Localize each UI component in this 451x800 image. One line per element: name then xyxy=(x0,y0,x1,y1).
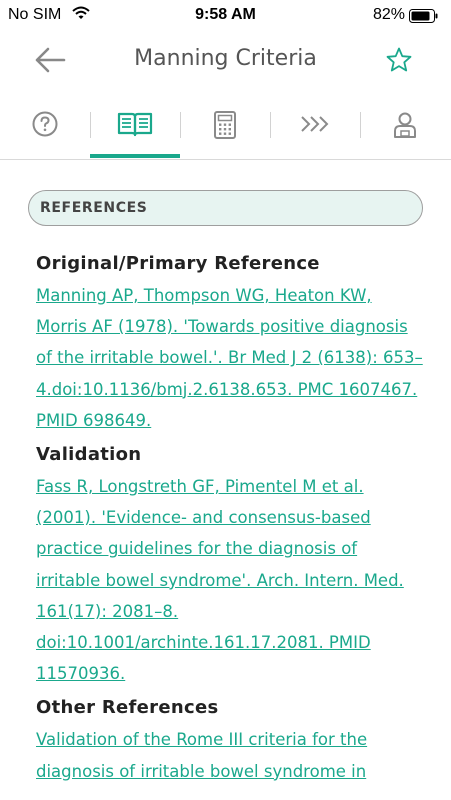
tab-creator[interactable] xyxy=(360,96,450,159)
navigation-bar xyxy=(0,30,451,90)
favorite-button[interactable] xyxy=(385,46,413,74)
active-tab-indicator xyxy=(90,154,180,158)
primary-reference-link[interactable]: Manning AP, Thompson WG, Heaton KW, Morris AF (1978). 'Towards positive diagnosis of the irritable bowel.'. Br Med J 2 (6138): 653–4.doi:10.1136/bmj.2.6138.653. PMC 1607467. PMID 698649. xyxy=(36,286,423,430)
open-book-icon xyxy=(117,110,153,138)
other-reference-link[interactable]: Validation of the Rome III criteria for the diagnosis of irritable bowel syndrome in xyxy=(36,730,368,781)
validation-heading: Validation xyxy=(36,444,142,466)
calculator-icon xyxy=(211,110,239,140)
star-icon xyxy=(385,46,413,74)
clock: 9:58 AM xyxy=(195,6,256,23)
status-bar xyxy=(0,0,451,30)
validation-reference-link[interactable]: Fass R, Longstreth GF, Pimentel M et al. (2001). 'Evidence- and consensus-based practice guidelines for the diagnosis of irritable bowel syndrome'. Arch. Intern. Med. 161(17): 2081–8. doi:10.1001/archinte.161.17.2081. PMID 11570936. xyxy=(36,477,404,684)
person-icon xyxy=(391,110,419,140)
tab-next-steps[interactable] xyxy=(270,96,360,159)
page-title: Manning Criteria xyxy=(134,46,317,71)
other-references-heading: Other References xyxy=(36,697,219,719)
section-header-label: REFERENCES xyxy=(40,200,148,216)
tab-references[interactable] xyxy=(90,96,180,159)
carrier-label: No SIM xyxy=(8,6,62,23)
references-content xyxy=(36,248,426,790)
tab-bar xyxy=(0,96,451,160)
battery-percentage: 82% xyxy=(372,6,405,23)
section-header xyxy=(28,190,423,226)
tab-calculator[interactable] xyxy=(180,96,270,159)
primary-reference-heading: Original/Primary Reference xyxy=(36,253,320,274)
question-circle-icon xyxy=(31,110,59,138)
battery-icon xyxy=(409,9,439,28)
tab-question[interactable] xyxy=(0,96,90,159)
triple-chevron-icon xyxy=(299,110,331,138)
